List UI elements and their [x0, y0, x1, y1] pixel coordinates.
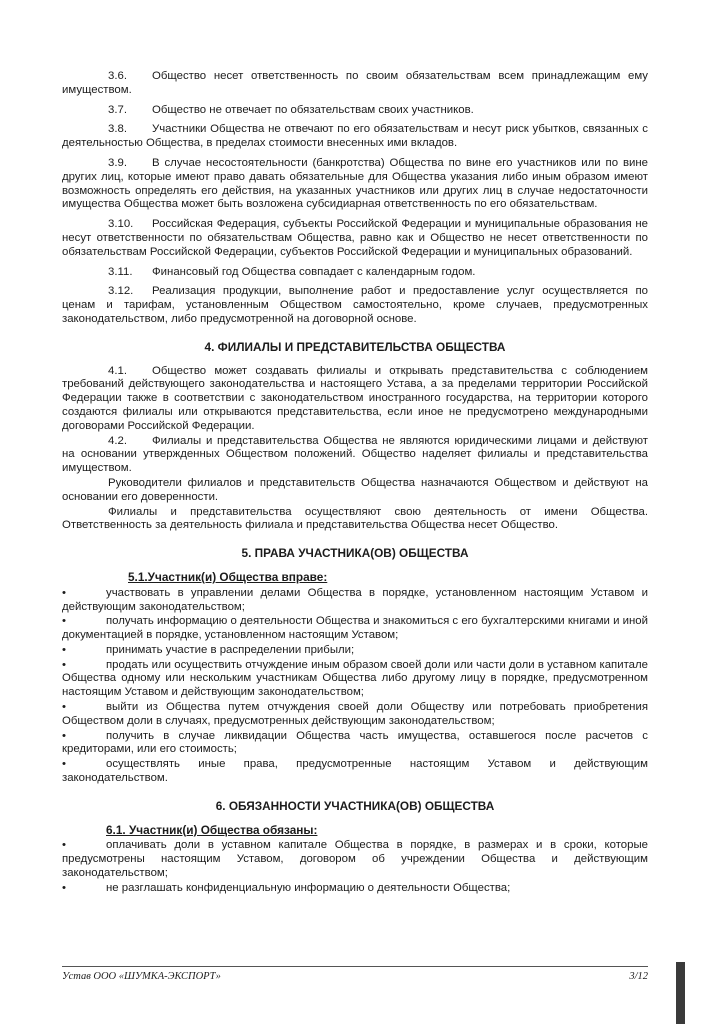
list-item: • получать информацию о деятельности Общества и знакомиться с его бухгалтерскими книгами и иной документацией в порядке, установленном настоящим Уставом; [62, 615, 648, 642]
clause-3-11: 3.11. Финансовый год Общества совпадает с календарным годом. [108, 265, 476, 278]
clause-4-1: 4.1. Общество может создавать филиалы и открывать представительства с соблюдением требований действующего законодательства и настоящего Устава, а за пределами территории Российской Федерации также в соответствии с законодательством иностранного государства, на территории которого создаются филиалы или открываются представительства, если иное не предусмотрено международными договорами Российской Федерации. [62, 364, 648, 432]
list-item: • оплачивать доли в уставном капитале Общества в порядке, в размерах и в сроки, которые предусмотрены настоящим Уставом, договором об учреждении Общества и действующим законодательством; [62, 839, 648, 880]
bullet-icon: • [62, 881, 66, 894]
bullet-icon: • [62, 615, 66, 628]
section-6-title: 6. ОБЯЗАННОСТИ УЧАСТНИКА(ОВ) ОБЩЕСТВА [215, 798, 495, 813]
document-page [62, 70, 648, 897]
section-6-subtitle: 6.1. Участник(и) Общества обязаны: [106, 822, 318, 837]
footer-document-title: Устав ООО «ШУМКА-ЭКСПОРТ» [62, 971, 221, 982]
scan-edge-bar [676, 962, 685, 1024]
section-4-paragraph: Руководители филиалов и представительств Общества назначаются Обществом и действуют на основании его доверенности. [62, 476, 648, 503]
bullet-icon: • [62, 758, 66, 771]
section-5-title: 5. ПРАВА УЧАСТНИКА(ОВ) ОБЩЕСТВА [241, 546, 469, 561]
page-footer [62, 966, 648, 982]
list-item: • не разглашать конфиденциальную информацию о деятельности Общества; [62, 881, 511, 894]
list-item: • осуществлять иные права, предусмотренные настоящим Уставом и действующим законодательством. [62, 758, 648, 785]
clause-3-6: 3.6. Общество несет ответственность по своим обязательствам всем принадлежащим ему имуществом. [62, 70, 648, 96]
section-5-subtitle: 5.1.Участник(и) Общества вправе: [128, 569, 328, 584]
clause-3-7: 3.7. Общество не отвечает по обязательствам своих участников. [108, 103, 474, 116]
section-4-paragraph: Филиалы и представительства осуществляют свою деятельность от имени Общества. Ответственность за деятельность филиала и представительства Общества несет Общество. [62, 505, 648, 532]
clause-3-9: 3.9. В случае несостоятельности (банкротства) Общества по вине его участников или по вине других лиц, которые имеют право давать обязательные для Общества указания либо иным образом имеют возможность определять его действия, на указанных участников или других лиц в случае недостаточности имущества Общества может быть возложена субсидиарная ответственность по его обязательствам. [62, 156, 648, 211]
list-item: • получить в случае ликвидации Общества часть имущества, оставшегося после расчетов с кредиторами, или его стоимость; [62, 729, 648, 756]
obligations-list [62, 839, 648, 895]
clause-3-12: 3.12. Реализация продукции, выполнение работ и предоставление услуг осуществляется по ценам и тарифам, установленным Обществом самостоятельно, кроме случаев, предусмотренных законодательством, либо предусмотренной на договорной основе. [62, 285, 648, 325]
bullet-icon: • [62, 729, 66, 742]
rights-list [62, 587, 648, 786]
list-item: • продать или осуществить отчуждение иным образом своей доли или части доли в уставном капитале Общества одному или нескольким участникам Общества либо другому лицу в порядке, предусмотренном настоящим Уставом и действующим законодательством; [62, 658, 648, 699]
bullet-icon: • [62, 839, 66, 852]
section-3-items [62, 70, 648, 327]
bullet-icon: • [62, 658, 66, 671]
list-item: • выйти из Общества путем отчуждения своей доли Обществу или потребовать приобретения Обществом доли в случаях, предусмотренных действующим законодательством; [62, 701, 648, 727]
section-4-title: 4. ФИЛИАЛЫ И ПРЕДСТАВИТЕЛЬСТВА ОБЩЕСТВА [204, 339, 506, 354]
clause-4-2: 4.2. Филиалы и представительства Общества не являются юридическими лицами и действуют на основании утвержденных Обществом положений. Общество наделяет филиалы и представительства имуществом. [62, 434, 648, 475]
list-item: • участвовать в управлении делами Общества в порядке, установленном настоящим Уставом и действующим законодательством; [62, 586, 648, 613]
clause-3-8: 3.8. Участники Общества не отвечают по его обязательствам и несут риск убытков, связанных с деятельностью Общества, в пределах стоимости внесенных ими вкладов. [62, 123, 648, 150]
bullet-icon: • [62, 701, 66, 714]
page-number: 3/12 [629, 971, 648, 982]
bullet-icon: • [62, 643, 66, 656]
list-item: • принимать участие в распределении прибыли; [62, 643, 355, 656]
bullet-icon: • [62, 586, 66, 599]
clause-3-10: 3.10. Российская Федерация, субъекты Российской Федерации и муниципальные образования не несут ответственности по обязательствам Общества, равно как и Общество не несет ответственности по обязательствам Российской Федерации, субъектов Российской Федерации и муниципальных образований. [62, 218, 648, 258]
